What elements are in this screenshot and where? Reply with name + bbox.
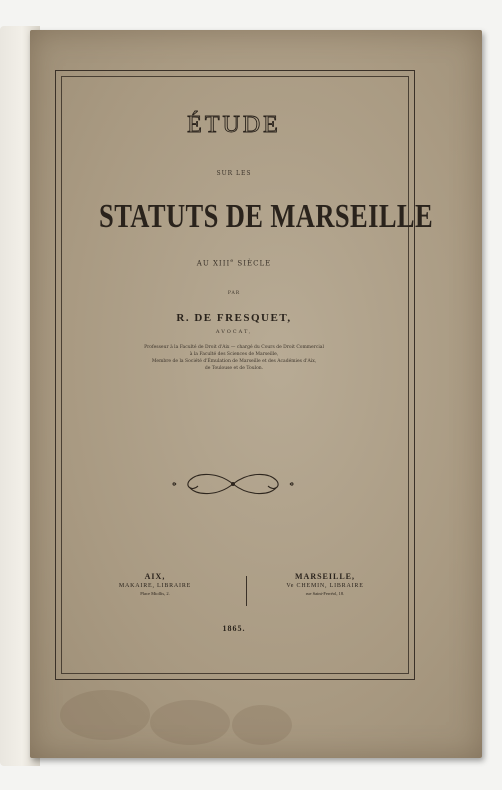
author-bio-line: de Toulouse et de Toulon. <box>204 366 264 371</box>
imprint-marseille <box>250 572 400 596</box>
imprint-city: AIX, <box>144 572 166 581</box>
publication-year: 1865. <box>222 624 246 633</box>
imprint-divider <box>246 576 247 606</box>
author-name: R. DE FRESQUET, <box>176 312 292 324</box>
title-etude: ÉTUDE <box>187 112 281 138</box>
imprint-address: rue Saint-Ferréol, 18. <box>305 591 345 596</box>
title-century: AU XIIIe SIÈCLE <box>196 258 272 268</box>
water-stain <box>150 700 230 745</box>
title-sur-les: SUR LES <box>216 170 252 177</box>
author-role: AVOCAT, <box>215 329 253 335</box>
water-stain <box>60 690 150 740</box>
author-bio-line: Membre de la Société d'Émulation de Marseille et des Académies d'Aix, <box>151 359 317 364</box>
imprint-address: Place Miollis, 2. <box>140 591 170 596</box>
imprint-city: MARSEILLE, <box>294 572 355 581</box>
imprint-aix <box>80 572 230 596</box>
by-label: PAR <box>227 291 241 296</box>
imprint-publisher: MAKAIRE, LIBRAIRE <box>118 583 192 589</box>
ornament-flourish <box>168 468 298 500</box>
author-bio-line: Professeur à la Faculté de Droit d'Aix — chargé du Cours de Droit Commercial <box>144 345 324 350</box>
title-statuts: STATUTS DE MARSEILLE <box>99 198 434 235</box>
water-stain <box>232 705 292 745</box>
author-bio-line: à la Faculté des Sciences de Marseille, <box>189 352 279 357</box>
imprint-publisher: Ve CHEMIN, LIBRAIRE <box>286 583 364 589</box>
